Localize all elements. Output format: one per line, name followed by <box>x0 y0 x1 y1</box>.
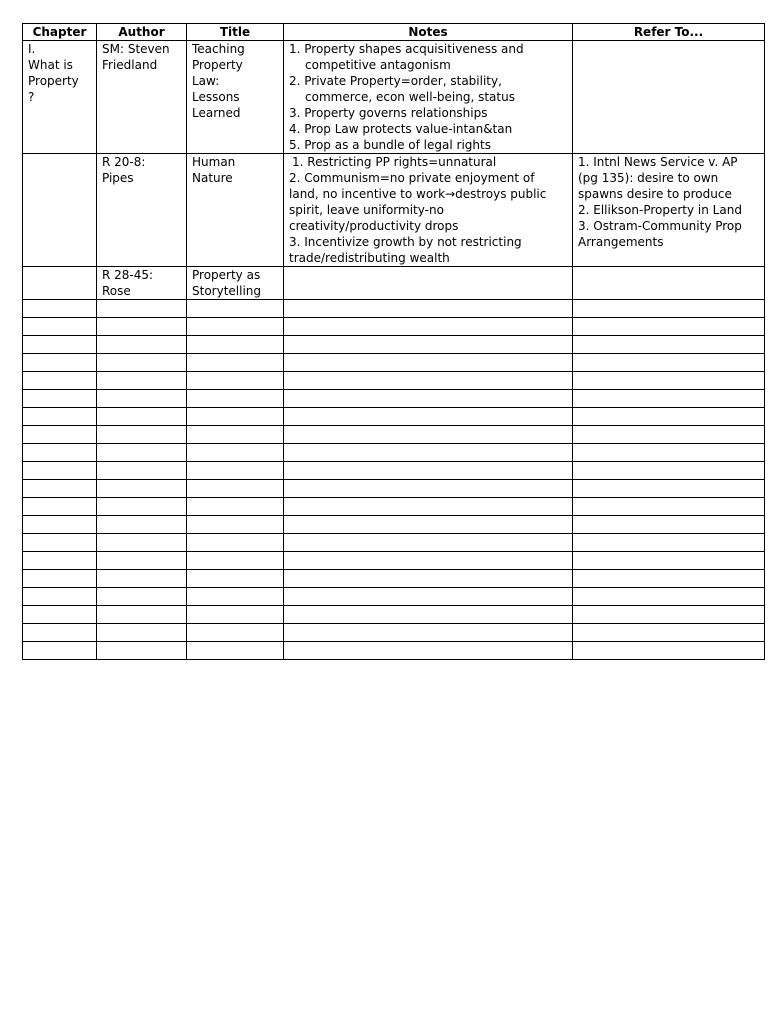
refer-cell <box>573 498 765 516</box>
chapter-cell <box>23 534 97 552</box>
empty-table-row <box>23 354 765 372</box>
chapter-cell: I. What is Property ? <box>23 41 97 154</box>
refer-cell <box>573 570 765 588</box>
title-cell: Property as Storytelling <box>187 267 284 300</box>
empty-table-row <box>23 588 765 606</box>
table-row <box>23 267 765 300</box>
title-cell <box>187 408 284 426</box>
notes-cell <box>284 372 573 390</box>
chapter-cell <box>23 606 97 624</box>
author-cell <box>97 300 187 318</box>
notes-cell <box>284 516 573 534</box>
chapter-cell <box>23 516 97 534</box>
refer-cell <box>573 390 765 408</box>
header-row <box>23 24 765 41</box>
refer-cell <box>573 480 765 498</box>
title-cell <box>187 498 284 516</box>
notes-table <box>22 23 765 660</box>
title-cell <box>187 300 284 318</box>
author-cell <box>97 588 187 606</box>
author-cell <box>97 498 187 516</box>
note-item: 3. Incentivize growth by not restricting trade/redistributing wealth <box>289 235 522 265</box>
title-cell <box>187 462 284 480</box>
author-cell <box>97 372 187 390</box>
refer-list <box>578 154 759 250</box>
note-item: 5. Prop as a bundle of legal rights <box>289 138 491 152</box>
chapter-cell <box>23 552 97 570</box>
notes-cell <box>284 642 573 660</box>
title-cell <box>187 588 284 606</box>
refer-cell <box>573 408 765 426</box>
chapter-cell <box>23 426 97 444</box>
notes-cell <box>284 41 573 154</box>
table-row <box>23 154 765 267</box>
notes-cell <box>284 444 573 462</box>
refer-cell <box>573 534 765 552</box>
empty-table-row <box>23 624 765 642</box>
notes-cell <box>284 318 573 336</box>
author-cell <box>97 318 187 336</box>
title-cell <box>187 516 284 534</box>
author-cell <box>97 570 187 588</box>
author-cell <box>97 336 187 354</box>
title-cell <box>187 318 284 336</box>
notes-cell <box>284 462 573 480</box>
chapter-cell <box>23 642 97 660</box>
title-cell <box>187 390 284 408</box>
note-item: 3. Property governs relationships <box>289 106 488 120</box>
empty-table-row <box>23 444 765 462</box>
title-cell <box>187 426 284 444</box>
refer-cell <box>573 354 765 372</box>
chapter-cell <box>23 154 97 267</box>
title-cell <box>187 372 284 390</box>
chapter-cell <box>23 336 97 354</box>
chapter-cell <box>23 570 97 588</box>
author-cell <box>97 390 187 408</box>
author-cell <box>97 444 187 462</box>
notes-cell <box>284 408 573 426</box>
table-row <box>23 41 765 154</box>
header-title: Title <box>187 24 284 41</box>
notes-cell <box>284 498 573 516</box>
title-cell: Teaching Property Law: Lessons Learned <box>187 41 284 154</box>
title-cell <box>187 624 284 642</box>
author-cell <box>97 354 187 372</box>
refer-cell <box>573 642 765 660</box>
notes-cell <box>284 267 573 300</box>
note-item: 1. Property shapes acquisitiveness and competitive antagonism <box>289 42 524 72</box>
empty-table-row <box>23 336 765 354</box>
refer-cell <box>573 41 765 154</box>
empty-table-row <box>23 606 765 624</box>
refer-cell <box>573 552 765 570</box>
title-cell <box>187 354 284 372</box>
author-cell <box>97 426 187 444</box>
author-cell <box>97 516 187 534</box>
chapter-cell <box>23 390 97 408</box>
refer-cell <box>573 300 765 318</box>
chapter-cell <box>23 588 97 606</box>
refer-cell <box>573 516 765 534</box>
header-chapter: Chapter <box>23 24 97 41</box>
notes-cell <box>284 624 573 642</box>
chapter-cell <box>23 462 97 480</box>
empty-table-row <box>23 372 765 390</box>
title-cell: Human Nature <box>187 154 284 267</box>
refer-item: 3. Ostram-Community Prop Arrangements <box>578 219 742 249</box>
header-notes: Notes <box>284 24 573 41</box>
chapter-cell <box>23 372 97 390</box>
notes-list <box>289 154 567 266</box>
chapter-cell <box>23 498 97 516</box>
empty-table-row <box>23 534 765 552</box>
empty-table-row <box>23 570 765 588</box>
refer-cell <box>573 426 765 444</box>
title-cell <box>187 336 284 354</box>
author-cell: R 28-45: Rose <box>97 267 187 300</box>
author-cell <box>97 606 187 624</box>
author-cell: R 20-8: Pipes <box>97 154 187 267</box>
notes-cell <box>284 300 573 318</box>
notes-cell <box>284 354 573 372</box>
empty-table-row <box>23 642 765 660</box>
title-cell <box>187 642 284 660</box>
notes-cell <box>284 390 573 408</box>
notes-cell <box>284 154 573 267</box>
refer-cell <box>573 318 765 336</box>
chapter-cell <box>23 444 97 462</box>
empty-table-row <box>23 408 765 426</box>
author-cell <box>97 534 187 552</box>
chapter-cell <box>23 318 97 336</box>
empty-table-row <box>23 498 765 516</box>
refer-item: 1. Intnl News Service v. AP (pg 135): desire to own spawns desire to produce <box>578 155 738 201</box>
notes-cell <box>284 534 573 552</box>
title-cell <box>187 480 284 498</box>
empty-table-row <box>23 516 765 534</box>
author-cell <box>97 624 187 642</box>
refer-cell <box>573 444 765 462</box>
chapter-cell <box>23 300 97 318</box>
empty-table-row <box>23 462 765 480</box>
note-item: 1. Restricting PP rights=unnatural <box>292 155 497 169</box>
author-cell <box>97 408 187 426</box>
chapter-cell <box>23 267 97 300</box>
refer-cell <box>573 606 765 624</box>
header-author: Author <box>97 24 187 41</box>
author-cell: SM: Steven Friedland <box>97 41 187 154</box>
title-cell <box>187 570 284 588</box>
chapter-cell <box>23 408 97 426</box>
notes-cell <box>284 336 573 354</box>
empty-table-row <box>23 552 765 570</box>
empty-table-row <box>23 300 765 318</box>
refer-cell <box>573 624 765 642</box>
notes-cell <box>284 570 573 588</box>
chapter-cell <box>23 624 97 642</box>
author-cell <box>97 642 187 660</box>
empty-table-row <box>23 318 765 336</box>
refer-item: 2. Ellikson-Property in Land <box>578 203 742 217</box>
notes-list <box>289 41 567 153</box>
note-item: 2. Private Property=order, stability, commerce, econ well-being, status <box>289 74 515 104</box>
refer-cell <box>573 336 765 354</box>
refer-cell <box>573 588 765 606</box>
title-cell <box>187 552 284 570</box>
refer-cell <box>573 154 765 267</box>
header-refer-to: Refer To... <box>573 24 765 41</box>
refer-cell <box>573 462 765 480</box>
notes-cell <box>284 552 573 570</box>
note-item: 4. Prop Law protects value-intan&tan <box>289 122 513 136</box>
notes-cell <box>284 480 573 498</box>
title-cell <box>187 606 284 624</box>
refer-cell <box>573 267 765 300</box>
empty-table-row <box>23 390 765 408</box>
title-cell <box>187 534 284 552</box>
refer-cell <box>573 372 765 390</box>
empty-table-row <box>23 480 765 498</box>
note-item: 2. Communism=no private enjoyment of land, no incentive to work→destroys public spirit, leave uniformity-no creativity/productivity drops <box>289 171 547 233</box>
notes-cell <box>284 588 573 606</box>
author-cell <box>97 462 187 480</box>
chapter-cell <box>23 480 97 498</box>
notes-cell <box>284 606 573 624</box>
notes-cell <box>284 426 573 444</box>
empty-table-row <box>23 426 765 444</box>
title-cell <box>187 444 284 462</box>
author-cell <box>97 552 187 570</box>
author-cell <box>97 480 187 498</box>
chapter-cell <box>23 354 97 372</box>
